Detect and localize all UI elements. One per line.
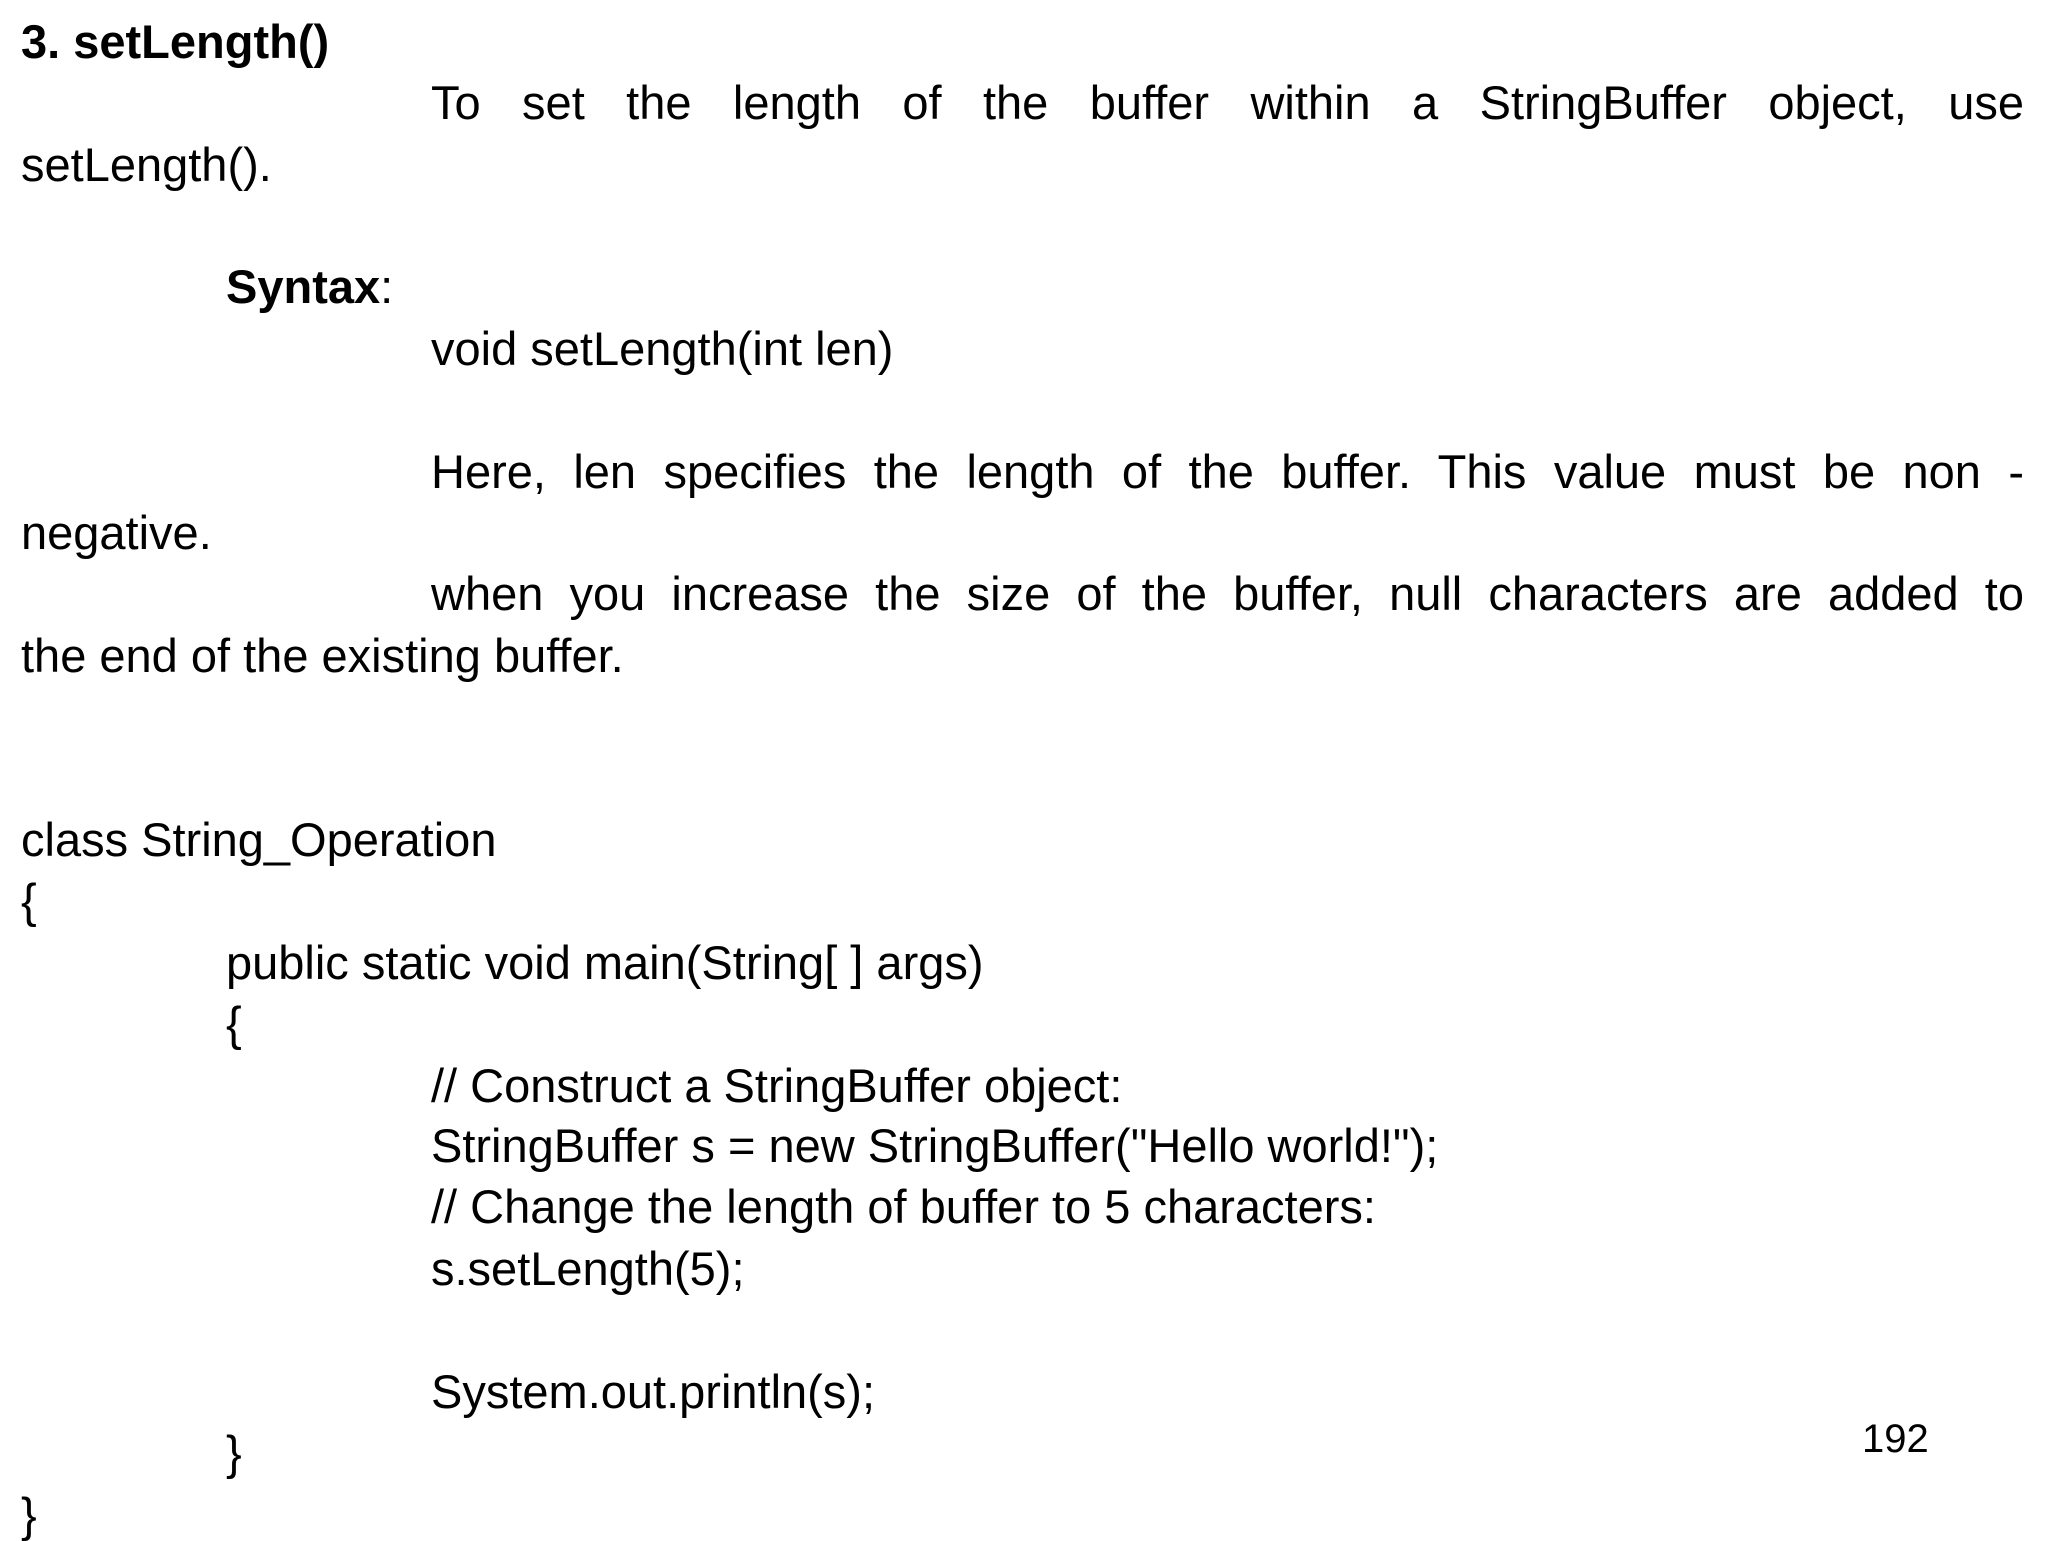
description-para-1-line-1: Here, len specifies the length of the buffer. This value must be non - [431, 445, 2024, 498]
code-line: StringBuffer s = new StringBuffer("Hello world!"); [431, 1119, 1439, 1172]
code-line: } [226, 1426, 242, 1479]
code-line: { [21, 874, 37, 927]
code-line: // Change the length of buffer to 5 characters: [431, 1180, 1376, 1233]
syntax-signature: void setLength(int len) [431, 322, 894, 375]
code-line: s.setLength(5); [431, 1242, 745, 1295]
code-line: class String_Operation [21, 813, 497, 866]
description-para-2-line-2: the end of the existing buffer. [21, 629, 624, 682]
syntax-colon: : [380, 260, 394, 313]
intro-text-line-1: To set the length of the buffer within a StringBuffer object, use [431, 76, 2024, 129]
syntax-heading [226, 260, 394, 313]
code-line: { [226, 997, 242, 1050]
section-heading: 3. setLength() [21, 15, 330, 68]
syntax-label: Syntax [226, 260, 381, 313]
code-line: // Construct a StringBuffer object: [431, 1059, 1123, 1112]
description-para-2-line-1: when you increase the size of the buffer, null characters are added to [431, 567, 2024, 620]
code-line: public static void main(String[ ] args) [226, 936, 984, 989]
description-para-1-line-2: negative. [21, 506, 212, 559]
code-line: System.out.println(s); [431, 1365, 876, 1418]
intro-text-line-2: setLength(). [21, 138, 272, 191]
page-number: 192 [1862, 1417, 1929, 1461]
code-line: } [21, 1488, 37, 1541]
